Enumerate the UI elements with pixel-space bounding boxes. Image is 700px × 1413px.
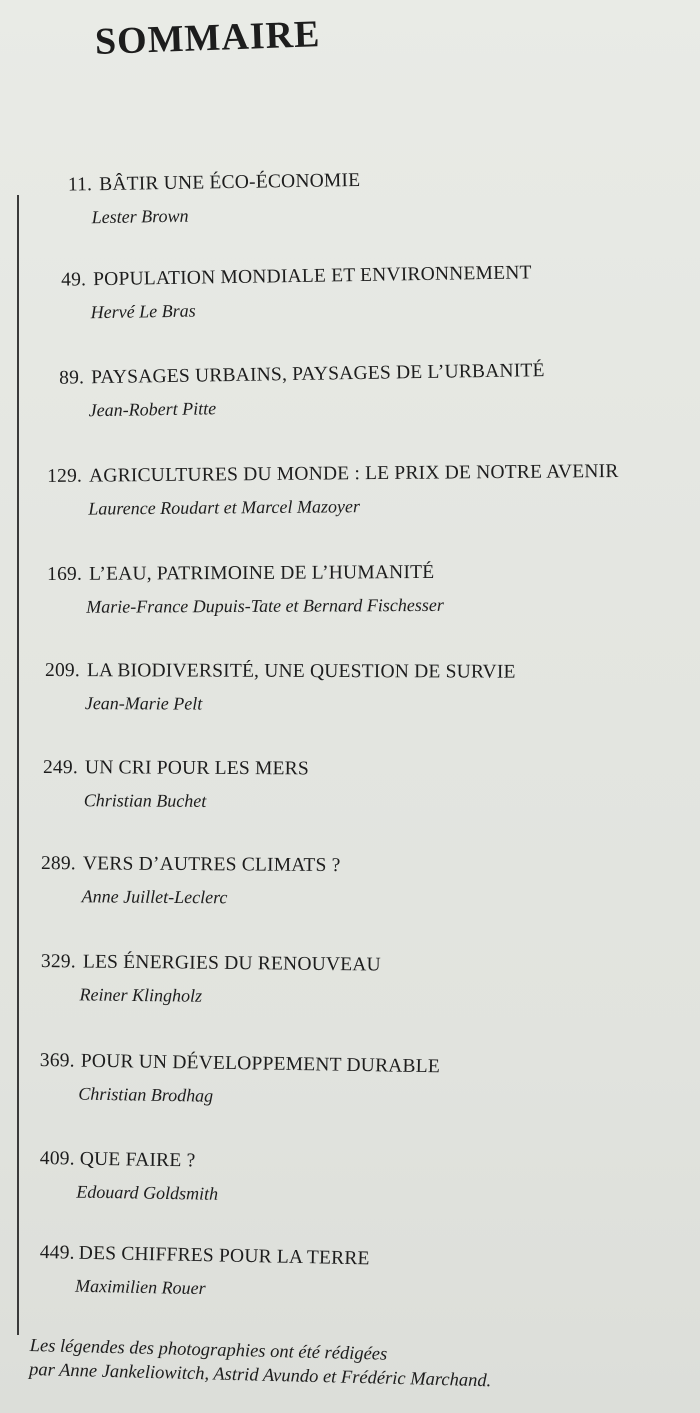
toc-entry-6 xyxy=(40,660,516,716)
toc-entry-11 xyxy=(39,1148,219,1205)
toc-entry-4 xyxy=(40,461,619,520)
toc-entry-10 xyxy=(39,1050,440,1110)
chapter-title: VERS D’AUTRES CLIMATS ? xyxy=(82,853,341,877)
page-number: 369. xyxy=(39,1050,75,1072)
toc-entry-12 xyxy=(39,1242,370,1302)
chapter-title: DES CHIFFRES POUR LA TERRE xyxy=(78,1242,370,1270)
chapter-title: QUE FAIRE ? xyxy=(79,1148,196,1172)
toc-entry-1 xyxy=(40,170,361,229)
chapter-author: Christian Brodhag xyxy=(78,1083,214,1106)
chapter-title: LA BIODIVERSITÉ, UNE QUESTION DE SURVIE xyxy=(86,660,516,683)
photo-credits-line-1: Les légendes des photographies ont été rédigées xyxy=(29,1335,388,1365)
toc-entry-2 xyxy=(40,262,532,324)
chapter-title: PAYSAGES URBAINS, PAYSAGES DE L’URBANITÉ xyxy=(90,360,545,389)
page-title: SOMMAIRE xyxy=(94,13,322,63)
toc-entry-8 xyxy=(40,853,341,909)
chapter-author: Anne Juillet-Leclerc xyxy=(81,886,228,908)
chapter-title: POUR UN DÉVELOPPEMENT DURABLE xyxy=(80,1050,441,1078)
toc-entry-3 xyxy=(40,360,545,422)
chapter-author: Maximilien Rouer xyxy=(74,1275,206,1299)
chapter-title: LES ÉNERGIES DU RENOUVEAU xyxy=(82,951,382,976)
page-number: 89. xyxy=(59,367,85,389)
chapter-title: L’EAU, PATRIMOINE DE L’HUMANITÉ xyxy=(88,561,435,585)
chapter-title: UN CRI POUR LES MERS xyxy=(84,757,309,780)
chapter-author: Hervé Le Bras xyxy=(90,300,196,323)
chapter-title: BÂTIR UNE ÉCO-ÉCONOMIE xyxy=(98,169,361,196)
page-number: 169. xyxy=(47,563,83,585)
chapter-author: Marie-France Dupuis-Tate et Bernard Fischesser xyxy=(86,594,444,617)
page-number: 289. xyxy=(40,853,76,875)
chapter-title: POPULATION MONDIALE ET ENVIRONNEMENT xyxy=(92,262,532,291)
toc-entry-5 xyxy=(40,562,444,618)
chapter-author: Edouard Goldsmith xyxy=(76,1181,219,1204)
chapter-author: Jean-Marie Pelt xyxy=(84,693,203,714)
chapter-author: Lester Brown xyxy=(91,205,189,228)
page-number: 249. xyxy=(42,757,78,779)
photo-credits-line-2: par Anne Jankeliowitch, Astrid Avundo et Frédéric Marchand. xyxy=(28,1359,492,1392)
chapter-author: Jean-Robert Pitte xyxy=(88,398,217,421)
chapter-author: Laurence Roudart et Marcel Mazoyer xyxy=(88,496,361,519)
page-number: 209. xyxy=(44,660,80,682)
page-number: 49. xyxy=(61,269,87,291)
toc-entry-7 xyxy=(40,757,309,812)
toc-entry-9 xyxy=(39,951,381,1009)
chapter-author: Christian Buchet xyxy=(83,790,207,811)
page-number: 129. xyxy=(47,465,83,487)
page-number: 329. xyxy=(40,951,76,973)
page-number: 449. xyxy=(39,1242,75,1264)
page-number: 409. xyxy=(39,1148,75,1170)
chapter-author: Reiner Klingholz xyxy=(79,984,203,1006)
page-number: 11. xyxy=(67,174,93,196)
chapter-title: AGRICULTURES DU MONDE : LE PRIX DE NOTRE AVENIR xyxy=(88,460,619,487)
